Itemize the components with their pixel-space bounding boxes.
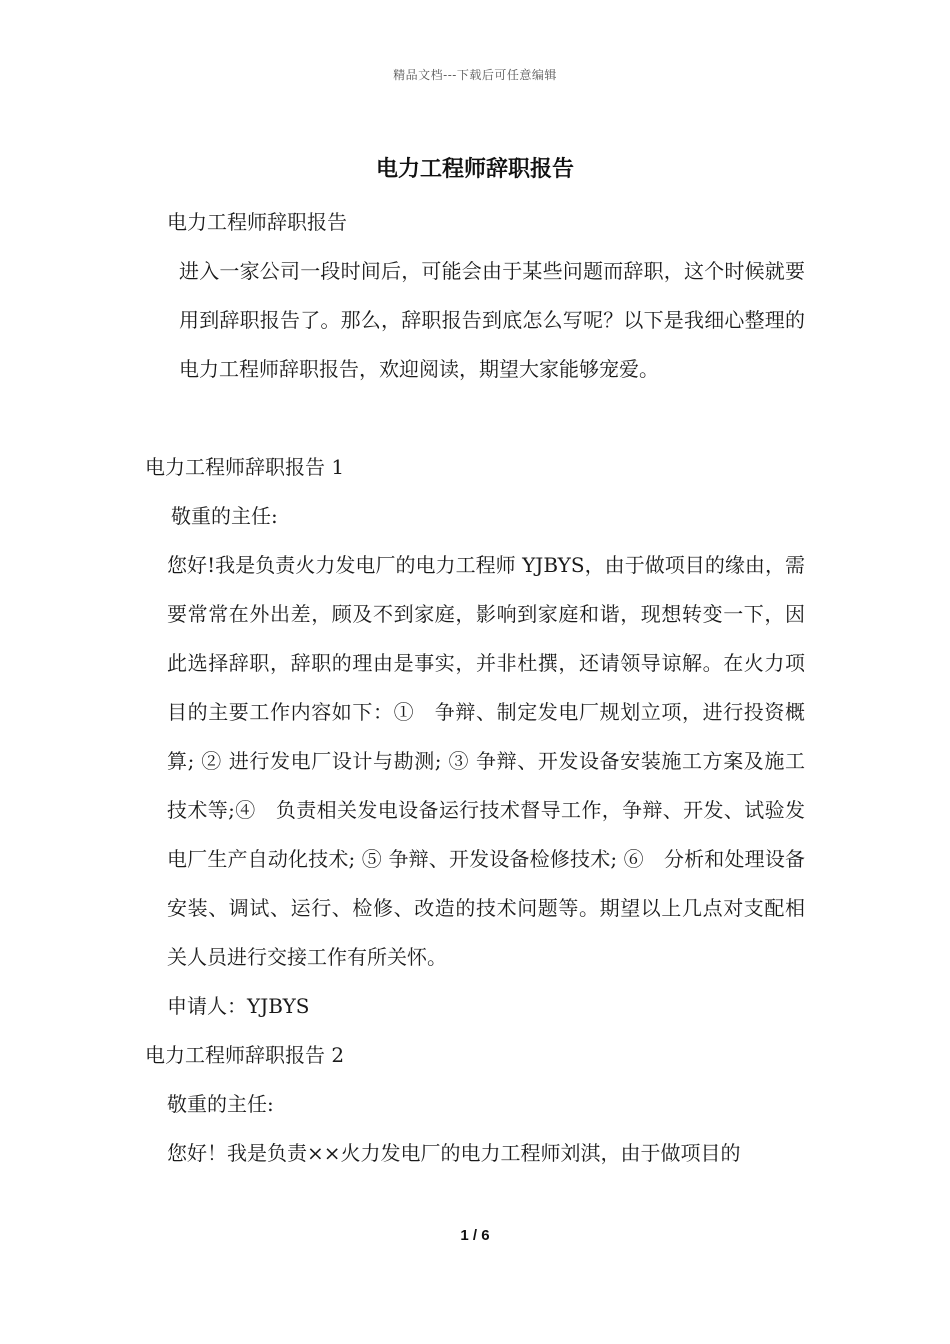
section1-body: 您好!我是负责火力发电厂的电力工程师 YJBYS，由于做项目的缘由，需要常常在外出差，顾及不到家庭，影响到家庭和谐，现想转变一下，因此选择辞职，辞职的理由是事实，并非杜撰，还请领导谅解。在火力项目的主要工作内容如下：① 争辩、制定发电厂规划立项，进行投资概算; ② 进行发电厂设计与勘测; ③ 争辩、开发设备安装施工方案及施工技术等;④ 负责相关发电设备运行技术督导工作，争辩、开发、试验发电厂生产自动化技术; ⑤ 争辩、开发设备检修技术; ⑥ 分析和处理设备安装、调试、运行、检修、改造的技术问题等。期望以上几点对支配相关人员进行交接工作有所关怀。 bbox=[167, 553, 805, 969]
document-subtitle: 电力工程师辞职报告 bbox=[167, 210, 347, 234]
section1-heading: 电力工程师辞职报告 1 bbox=[145, 455, 345, 479]
section2-body: 您好！我是负责××火力发电厂的电力工程师刘淇，由于做项目的 bbox=[167, 1141, 741, 1165]
page-number: 1 / 6 bbox=[460, 1227, 490, 1244]
section1-applicant: 申请人：YJBYS bbox=[167, 994, 310, 1018]
section2-heading: 电力工程师辞职报告 2 bbox=[145, 1043, 345, 1067]
document-title: 电力工程师辞职报告 bbox=[375, 156, 574, 182]
header-note: 精品文档---下载后可任意编辑 bbox=[393, 68, 557, 82]
section2-salutation: 敬重的主任: bbox=[167, 1092, 274, 1116]
intro-paragraph: 进入一家公司一段时间后，可能会由于某些问题而辞职，这个时候就要用到辞职报告了。那么，辞职报告到底怎么写呢？以下是我细心整理的电力工程师辞职报告，欢迎阅读，期望大家能够宠爱。 bbox=[179, 259, 805, 381]
document-body bbox=[145, 198, 805, 1178]
paragraph-gap bbox=[145, 394, 805, 443]
section1-salutation: 敬重的主任: bbox=[171, 504, 278, 528]
